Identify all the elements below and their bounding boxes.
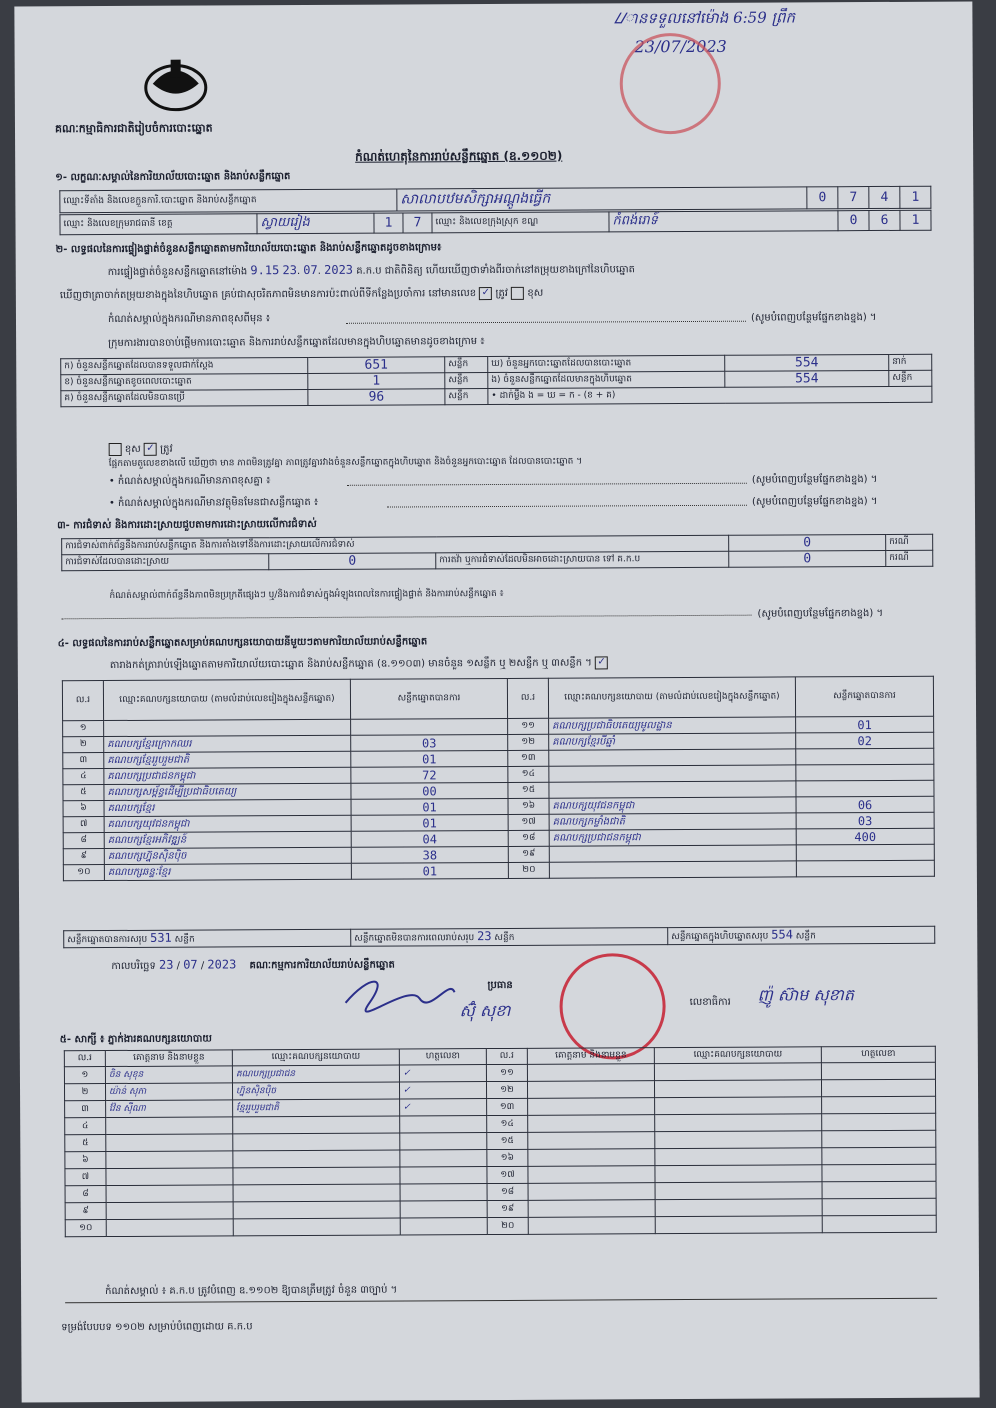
count-c-value: 96: [308, 389, 445, 406]
col-name: គោត្តនាម និងនាមខ្លួន: [527, 1048, 654, 1065]
witness-signature: [400, 1116, 487, 1133]
party-votes: [796, 764, 934, 781]
time-label: ការផ្ទៀងផ្ទាត់ចំនួនសន្លឹកឆ្នោតនៅម៉ោង: [107, 266, 248, 279]
party-votes: 01: [351, 862, 508, 879]
col-party: ឈ្មោះគណបក្សនយោបាយ (តាមលំដាប់លេខរៀងក្នុងសន្លឹកឆ្នោត): [103, 679, 350, 720]
party-no: ១៤: [508, 766, 549, 782]
count-d-unit: នាក់: [889, 354, 932, 370]
party-votes: 01: [351, 750, 508, 767]
total-invalid-value: 23: [477, 929, 492, 944]
bullet-foreign-line: [387, 505, 747, 508]
total-box-unit: សន្លឹក: [795, 931, 816, 942]
witness-party: [233, 1201, 400, 1219]
count-a-label: ក) ចំនួនសន្លឹកឆ្នោតដែលបានទទួលជាក់ស្តែង: [61, 357, 308, 374]
party-name: [549, 749, 796, 766]
witness-signature: ✓: [399, 1065, 486, 1082]
seal-sentence-2: ឃើញថាត្រាចាក់តម្រុយខាងក្នុងនៃហិបឆ្នោត គ្រប់ជាសុចរិតភាពមិនមានការប៉ះពាល់ពីទីកន្លែងប្រចាំការ នៅមានលេខ: [59, 288, 477, 302]
objection-row2-value: 0: [269, 553, 436, 570]
col-no: ល.រ: [62, 681, 103, 721]
nec-emblem-icon: [143, 54, 209, 114]
province-digit: 7: [403, 213, 432, 233]
bullet-difference-line: [347, 483, 747, 486]
col-no: ល.រ: [486, 1048, 527, 1064]
witness-name: [528, 1200, 655, 1218]
witness-no: ១៣: [487, 1098, 528, 1115]
bullet-foreign-object: • កំណត់សម្គាល់ក្នុងករណីមានវត្ថុមិនមែនជាសន្លឹកឆ្នោត ៖: [108, 496, 319, 510]
party-no: ១៩: [508, 846, 549, 862]
witness-no: ៩: [65, 1203, 106, 1220]
witness-party: [655, 1216, 822, 1234]
count-a-unit: សន្លឹក: [445, 357, 488, 373]
witness-party: [655, 1148, 822, 1166]
witness-signature: [822, 1198, 936, 1216]
count-e-value: 554: [725, 370, 889, 387]
party-no: ៧: [63, 817, 104, 833]
total-invalid: [351, 928, 668, 947]
location-table: [59, 186, 931, 214]
counts-intro: ក្រុមការងារបានចាប់ផ្តើមការបោះឆ្នោត និងការរាប់សន្លឹកឆ្នោតដែលមានក្នុងហិបឆ្នោតមានដូចខាងក្រោម ៖: [108, 336, 485, 350]
witness-party: [655, 1182, 822, 1200]
witness-party: [655, 1199, 822, 1217]
total-valid: [64, 929, 351, 948]
party-name: [549, 765, 796, 782]
witness-signature: [400, 1133, 487, 1150]
match-sentence: ផ្អែកតាមតួលេខខាងលើ ឃើញថា មាន ភាពមិនត្រូវគ្នា ភាពត្រូវគ្នារវាងចំនួនសន្លឹកឆ្នោតក្នុងហិបឆ្នោត និងចំនួនអ្នកបោះឆ្នោត ដែលបានបោះឆ្នោត ។: [108, 456, 583, 470]
witness-no: ១៧: [487, 1166, 528, 1183]
party-votes: 01: [796, 716, 934, 733]
witness-no: ៨: [65, 1186, 106, 1203]
col-party: ឈ្មោះគណបក្សនយោបាយ: [654, 1047, 821, 1064]
witness-signature: [400, 1201, 487, 1218]
seal-yes-checkbox[interactable]: ✓: [479, 287, 492, 300]
counts-table: [60, 354, 932, 408]
party-votes: 01: [351, 814, 508, 831]
witness-signature: [822, 1181, 936, 1199]
total-valid-value: 531: [150, 930, 172, 945]
witness-name: [528, 1149, 655, 1167]
col-votes: សន្លឹកឆ្នោតបានការ: [795, 676, 933, 717]
seal-no-label: ខុស: [527, 287, 544, 299]
location-value: សាលាបឋមសិក្សាអណ្តូងធ្វើក: [397, 187, 807, 211]
mismatch-checkbox[interactable]: [109, 442, 122, 455]
witness-no: ១៤: [487, 1115, 528, 1132]
witness-name: [528, 1217, 655, 1235]
objection-row2-value2: 0: [729, 550, 886, 567]
signing-month: 07: [183, 957, 198, 972]
objection-note-line: [62, 615, 752, 620]
party-no: ១៨: [508, 830, 549, 846]
official-stamp-top: [620, 33, 722, 135]
section2-heading: ២- លទ្ធផលនៃការផ្ទៀងផ្ទាត់ចំនួនសន្លឹកឆ្នោតតាមការិយាល័យបោះឆ្នោត និងរាប់សន្លឹកឆ្នោតដូចខាងក្រោម៖: [55, 242, 442, 256]
party-no: ១៧: [508, 814, 549, 830]
tally-sheet-line: [110, 655, 608, 673]
count-b-value: 1: [308, 373, 445, 390]
party-no: ២០: [508, 862, 549, 878]
district-value: កំពង់រោទ៍: [609, 211, 838, 232]
witness-party: [655, 1097, 822, 1115]
received-date: 23/07/2023: [634, 36, 727, 57]
witness-no: ១៩: [487, 1200, 528, 1217]
witness-no: ៦: [65, 1152, 106, 1169]
party-votes: [351, 718, 508, 735]
seal-sentence: គ.ក.ប ជាតិពិនិត្យ ហើយឃើញថាទាំងពីរចាក់នៅតម្រុយខាងក្រៅនៃហិបឆ្នោត: [356, 264, 635, 277]
witness-no: ១: [64, 1067, 105, 1084]
footnote: កំណត់សម្គាល់ ៖ គ.ក.ប ត្រូវបំពេញ ឧ.១១០២ ឱ្យបានត្រឹមត្រូវ ចំនួន ៣ច្បាប់ ។: [105, 1284, 398, 1298]
party-name: គណបក្សកម្លាំងជាតិ: [549, 813, 796, 830]
org-name: គណៈកម្មាធិការជាតិរៀបចំការបោះឆ្នោត: [54, 121, 213, 136]
party-name: [549, 845, 796, 862]
party-votes: 03: [796, 812, 934, 829]
signing-date-label: កាលបរិច្ឆេទ: [111, 960, 156, 973]
count-e-unit: សន្លឹក: [889, 370, 932, 386]
chair-label: ប្រធាន: [487, 979, 513, 992]
total-box-label: សន្លឹកឆ្នោតក្នុងហិបឆ្នោតសរុប: [671, 931, 769, 943]
party-no: ៨: [63, 833, 104, 849]
witness-name: [106, 1117, 233, 1135]
party-no: ១២: [508, 734, 549, 750]
party-votes: 72: [351, 766, 508, 783]
col-party: ឈ្មោះគណបក្សនយោបាយ: [232, 1049, 399, 1066]
bullet-difference: • កំណត់សម្គាល់ក្នុងករណីមានភាពខុសគ្នា ៖: [108, 475, 271, 488]
province-label: ឈ្មោះ និងលេខក្រុមរាជធានី ខេត្ត: [60, 214, 257, 235]
date-month: 07: [303, 262, 318, 278]
verification-time-line: ការផ្ទៀងផ្ទាត់ចំនួនសន្លឹកឆ្នោតនៅម៉ោង 9.15 23. 07. 2023 គ.ក.ប ជាតិពិនិត្យ ហើយឃើញថាទាំងពីរចាក់នៅតម្រុយខាងក្រៅនៃហិបឆ្នោត: [107, 262, 635, 279]
district-label: ឈ្មោះ និងលេខក្រុងស្រុក ខណ្ឌ: [432, 212, 609, 233]
count-a-value: 651: [308, 357, 445, 374]
party-name: គណបក្សឆន្ទៈខ្មែរ: [104, 863, 351, 880]
form-title: កំណត់ហេតុនៃការរាប់សន្លឹកឆ្នោត (ឧ.១១០២): [355, 148, 563, 164]
count-d-label: ឃ) ចំនួនអ្នកបោះឆ្នោតដែលបានបោះឆ្នោត: [488, 355, 725, 372]
province-table: [59, 210, 931, 236]
party-no: ១៦: [508, 798, 549, 814]
time-value: 9.15: [250, 263, 280, 278]
witness-no: ១១: [486, 1064, 527, 1081]
witness-signature: [822, 1130, 936, 1148]
party-name: គណបក្សខ្មែរបីឆ្នាំ: [549, 733, 796, 750]
witness-no: ១៨: [487, 1183, 528, 1200]
party-name: គណបក្សយុវជនកម្ពុជា: [549, 797, 796, 814]
count-c-label: គ) ចំនួនសន្លឹកឆ្នោតដែលមិនបានប្រើ: [61, 389, 308, 406]
total-invalid-unit: សន្លឹក: [494, 932, 515, 944]
witness-no: ១៦: [487, 1149, 528, 1166]
witness-name: [528, 1115, 655, 1133]
committee-name: គណៈកម្មការការិយាល័យរាប់សន្លឹកឆ្នោត: [249, 959, 395, 972]
totals-table: [63, 926, 935, 949]
witness-party: គណបក្សប្រជាជន: [232, 1065, 399, 1083]
witness-signature: [400, 1218, 487, 1235]
match-label: ត្រូវ: [160, 443, 173, 455]
witness-party: [655, 1114, 822, 1132]
objection-row2-label2: ការតវ៉ា ឬការជំទាស់ដែលមិនអាចដោះស្រាយបាន ទៅ គ.ក.ប: [436, 551, 729, 569]
party-votes: 00: [351, 782, 508, 799]
section3-heading: ៣- ការជំទាស់ និងការដោះស្រាយជួបតាមការដោះស្រាយលើការជំទាស់: [57, 518, 317, 532]
location-digit: 7: [838, 187, 869, 209]
secretary-label: លេខាធិការ: [689, 996, 731, 1008]
district-digit: 0: [838, 211, 869, 231]
party-no: ៣: [63, 753, 104, 769]
witness-party: [233, 1150, 400, 1168]
witness-name: [528, 1166, 655, 1184]
party-no: ១១: [508, 718, 549, 734]
witness-name: ចិន សុខុន: [105, 1066, 232, 1084]
party-name: [104, 719, 351, 736]
col-votes: សន្លឹកឆ្នោតបានការ: [350, 678, 507, 719]
party-votes: [796, 780, 934, 797]
party-name: គណបក្សប្រជាធិបតេយ្យមូលដ្ឋាន: [549, 717, 796, 734]
received-time-note: ᮗានទទួលនៅម៉ោង 6:59 ព្រឹក: [614, 8, 796, 28]
party-name: [549, 861, 796, 878]
location-digit: 4: [869, 186, 900, 208]
witness-signature: [821, 1062, 935, 1080]
witness-party: [655, 1131, 822, 1149]
witness-name: [528, 1098, 655, 1116]
party-row: [63, 860, 934, 881]
signing-day: 23: [158, 957, 174, 972]
party-votes: [796, 860, 934, 877]
witness-party: [233, 1218, 400, 1236]
witness-signature: [822, 1215, 936, 1233]
witness-name: [528, 1132, 655, 1150]
district-digit: 1: [900, 210, 931, 230]
seal-no-checkbox[interactable]: [511, 286, 524, 299]
fill-note: (សូមបំពេញបន្ថែមផ្នែកខាងខ្នង) ។: [751, 496, 878, 508]
witness-party: [233, 1116, 400, 1134]
party-name: គណបក្សខ្មែរ: [104, 799, 351, 816]
witness-no: ១០: [65, 1220, 106, 1237]
note-tail: (សូមបំពេញបន្ថែមផ្នែកខាងខ្នង) ។: [750, 312, 877, 324]
count-b-label: ខ) ចំនួនសន្លឹកឆ្នោតខូចពេលបោះឆ្នោត: [61, 373, 308, 390]
committee-stamp: [559, 953, 666, 1060]
witness-party: [654, 1080, 821, 1098]
party-no: ១៥: [508, 782, 549, 798]
party-name: គណបក្សប្រជាជនកម្ពុជា: [549, 829, 796, 846]
party-name: គណបក្សយុវជនកម្ពុជា: [104, 815, 351, 832]
location-digit: 0: [807, 187, 838, 209]
party-name: គណបក្សហ្វ៊ុនស៊ិនប៉ិច: [104, 847, 351, 864]
signing-date-line: កាលបរិច្ឆេទ 23 / 07 / 2023 គណៈកម្មការការិយាល័យរាប់សន្លឹកឆ្នោត: [111, 957, 395, 973]
district-digit: 6: [869, 210, 900, 230]
witness-no: ២០: [487, 1217, 528, 1234]
fill-note: (សូមបំពេញបន្ថែមផ្នែកខាងខ្នង) ។: [757, 607, 884, 620]
party-votes: 01: [351, 798, 508, 815]
party-no: ៦: [63, 801, 104, 817]
party-no: ១៣: [508, 750, 549, 766]
count-b-unit: សន្លឹក: [445, 373, 488, 389]
witness-name: [106, 1219, 233, 1237]
chair-signature-icon: [339, 972, 459, 1013]
objection-row1-unit: ករណី: [886, 534, 933, 550]
witness-name: យ៉ាន់ សុភា: [105, 1083, 232, 1101]
secretary-name: ញ៉ូ ស៊ាម សុខាត: [757, 985, 855, 1005]
chair-name: ស៊ុំ សុខា: [459, 1000, 511, 1021]
party-name: គណបក្សខ្មែរក្រោកឈរ: [104, 735, 351, 752]
party-no: ៥: [63, 785, 104, 801]
objection-row2-label: ការជំទាស់ដែលបានដោះស្រាយ: [62, 554, 269, 571]
party-results-table: [62, 676, 935, 882]
formula: • ដាក់ម្លឹង ង = ឃ = ក - (ខ + គ): [488, 386, 932, 404]
col-name: គោត្តនាម និងនាមខ្លួន: [105, 1050, 232, 1067]
col-sign: ហត្ថលេខា: [399, 1049, 486, 1065]
witness-party: [233, 1167, 400, 1185]
party-votes: [796, 844, 934, 861]
witness-no: ១២: [486, 1081, 527, 1098]
party-name: គណបក្សសម្ព័ន្ធដើម្បីប្រជាធិបតេយ្យ: [104, 783, 351, 800]
total-valid-unit: សន្លឹក: [174, 934, 195, 945]
fill-note: (សូមបំពេញបន្ថែមផ្នែកខាងខ្នង) ។: [751, 474, 878, 486]
date-year: 2023: [324, 262, 354, 277]
province-digit: 1: [374, 213, 403, 233]
witness-party: ខ្មែររួបរួមជាតិ: [233, 1099, 400, 1117]
witness-signature: [400, 1167, 487, 1184]
objection-row1-value: 0: [729, 534, 886, 551]
objections-table: [61, 534, 933, 572]
form-sheet: [14, 2, 979, 1403]
count-e-label: ង) ចំនួនសន្លឹកឆ្នោតដែលមានក្នុងហិបឆ្នោត: [488, 371, 725, 388]
witness-signature: [822, 1147, 936, 1165]
col-no: ល.រ: [507, 678, 548, 718]
match-check-line: [109, 442, 173, 457]
party-no: ១: [63, 721, 104, 737]
witness-name: [106, 1185, 233, 1203]
mismatch-label: ខុស: [124, 443, 141, 455]
party-votes: 06: [796, 796, 934, 813]
party-votes: 400: [796, 828, 934, 845]
witness-no: ៤: [65, 1118, 106, 1135]
witness-name: [527, 1081, 654, 1099]
party-votes: 38: [351, 846, 508, 863]
tally-sentence: តារាងកត់ត្រារាប់ឡើងឆ្នោតតាមការិយាល័យបោះឆ្នោត និងរាប់សន្លឹកឆ្នោត (ឧ.១១០៣) មានចំនួន ១សន្លឹក ឬ ២សន្លឹក ឬ ៣សន្លឹក ។: [109, 657, 592, 672]
form-code: ទម្រង់បែបបទ ១១០២ សម្រាប់បំពេញដោយ គ.ក.ប: [61, 1321, 253, 1334]
party-votes: [796, 748, 934, 765]
party-no: ២: [63, 737, 104, 753]
total-box: [668, 926, 935, 944]
party-votes: 04: [351, 830, 508, 847]
witness-name: [527, 1064, 654, 1082]
witness-name: [528, 1183, 655, 1201]
seal-yes-label: ត្រូវ: [495, 287, 508, 300]
witness-signature: [822, 1113, 936, 1131]
note-label: កំណត់សម្គាល់ក្នុងករណីមានភាពខុសពីមុន ៖: [107, 313, 271, 326]
witness-name: [106, 1202, 233, 1220]
party-name: គណបក្សខ្មែរអភិវឌ្ឍន៍: [104, 831, 351, 848]
province-value: ស្វាយរៀង: [257, 213, 374, 234]
witness-row: [65, 1215, 936, 1237]
signing-year: 2023: [207, 957, 237, 972]
total-invalid-label: សន្លឹកឆ្នោតមិនបានការពេលរាប់សរុប: [354, 933, 475, 944]
witness-signature: [400, 1150, 487, 1167]
party-no: ៩: [63, 849, 104, 865]
count-c-unit: សន្លឹក: [445, 389, 488, 405]
total-valid-label: សន្លឹកឆ្នោតបានការសរុប: [67, 934, 148, 946]
date-day: 23: [282, 263, 297, 278]
witness-signature: [400, 1184, 487, 1201]
section4-heading: ៤- លទ្ធផលនៃការរាប់សន្លឹកឆ្នោតសម្រាប់គណបក្សនយោបាយនីមួយៗតាមការិយាល័យរាប់សន្លឹកឆ្នោត: [57, 636, 428, 650]
witness-signature: ✓: [400, 1099, 487, 1116]
location-label: ឈ្មោះទីតាំង និងលេខក្លួនការិ.បោះឆ្នោត និងរាប់សន្លឹកឆ្នោត: [60, 189, 397, 213]
witness-party: [654, 1063, 821, 1081]
witness-no: ៧: [65, 1169, 106, 1186]
witness-signature: [821, 1079, 935, 1097]
total-box-value: 554: [771, 927, 793, 942]
witness-party: [655, 1165, 822, 1183]
witness-no: ៣: [65, 1101, 106, 1118]
objection-row1-label: ការជំទាស់ពាក់ព័ន្ធនឹងការរាប់សន្លឹកឆ្នោត និងការតាំងទៅនឹងការដោះស្រាយលើការជំទាស់: [62, 535, 729, 554]
party-votes: 02: [796, 732, 934, 749]
witness-signature: ✓: [399, 1082, 486, 1099]
witness-name: វ៉ែន ស៊ីណា: [106, 1100, 233, 1118]
witness-party: [233, 1184, 400, 1202]
party-name: គណបក្សខ្មែររួបរួមជាតិ: [104, 751, 351, 768]
count-d-value: 554: [725, 354, 889, 371]
section5-heading: ៥- សាក្សី ៖ ភ្នាក់ងារគណបក្សនយោបាយ: [59, 1033, 212, 1046]
witness-no: ៥: [65, 1135, 106, 1152]
witness-signature: [822, 1164, 936, 1182]
witness-party: [233, 1133, 400, 1151]
col-sign: ហត្ថលេខា: [821, 1046, 935, 1063]
witness-name: [106, 1151, 233, 1169]
note-line: [346, 321, 746, 324]
col-party: ឈ្មោះគណបក្សនយោបាយ (តាមលំដាប់លេខរៀងក្នុងសន្លឹកឆ្នោត): [548, 677, 795, 718]
party-no: ៤: [63, 769, 104, 785]
objection-row2-unit: ករណី: [886, 550, 933, 566]
party-name: គណបក្សប្រជាជនកម្ពុជា: [104, 767, 351, 784]
witness-party: ហ្វ៊ុនស៊ិនប៉ិច: [232, 1082, 399, 1100]
match-checkbox[interactable]: ✓: [144, 442, 157, 455]
col-no: ល.រ: [64, 1051, 105, 1067]
witness-table: [64, 1046, 937, 1238]
witness-name: [106, 1134, 233, 1152]
tally-3-sheets-checkbox[interactable]: ✓: [595, 656, 608, 669]
party-votes: 03: [351, 734, 508, 751]
witness-no: ២: [64, 1084, 105, 1101]
witness-name: [106, 1168, 233, 1186]
section1-heading: ១- លក្ខណៈសម្គាល់នៃការិយាល័យបោះឆ្នោត និងរាប់សន្លឹកឆ្នោត: [55, 171, 291, 184]
party-no: ១០: [63, 865, 104, 881]
witness-signature: [822, 1096, 936, 1114]
location-digit: 1: [900, 186, 931, 208]
witness-no: ១៥: [487, 1132, 528, 1149]
seal-check-line: [60, 286, 543, 304]
objection-note: កំណត់សម្គាល់ពាក់ព័ន្ធនឹងភាពមិនប្រក្រតីផ្សេងៗ ឬ/និងការជំទាស់ក្នុងអំឡុងពេលនៃការផ្ទៀងផ្ទាត់ និងការរាប់សន្លឹកឆ្នោត ៖: [109, 588, 504, 602]
party-name: [549, 781, 796, 798]
